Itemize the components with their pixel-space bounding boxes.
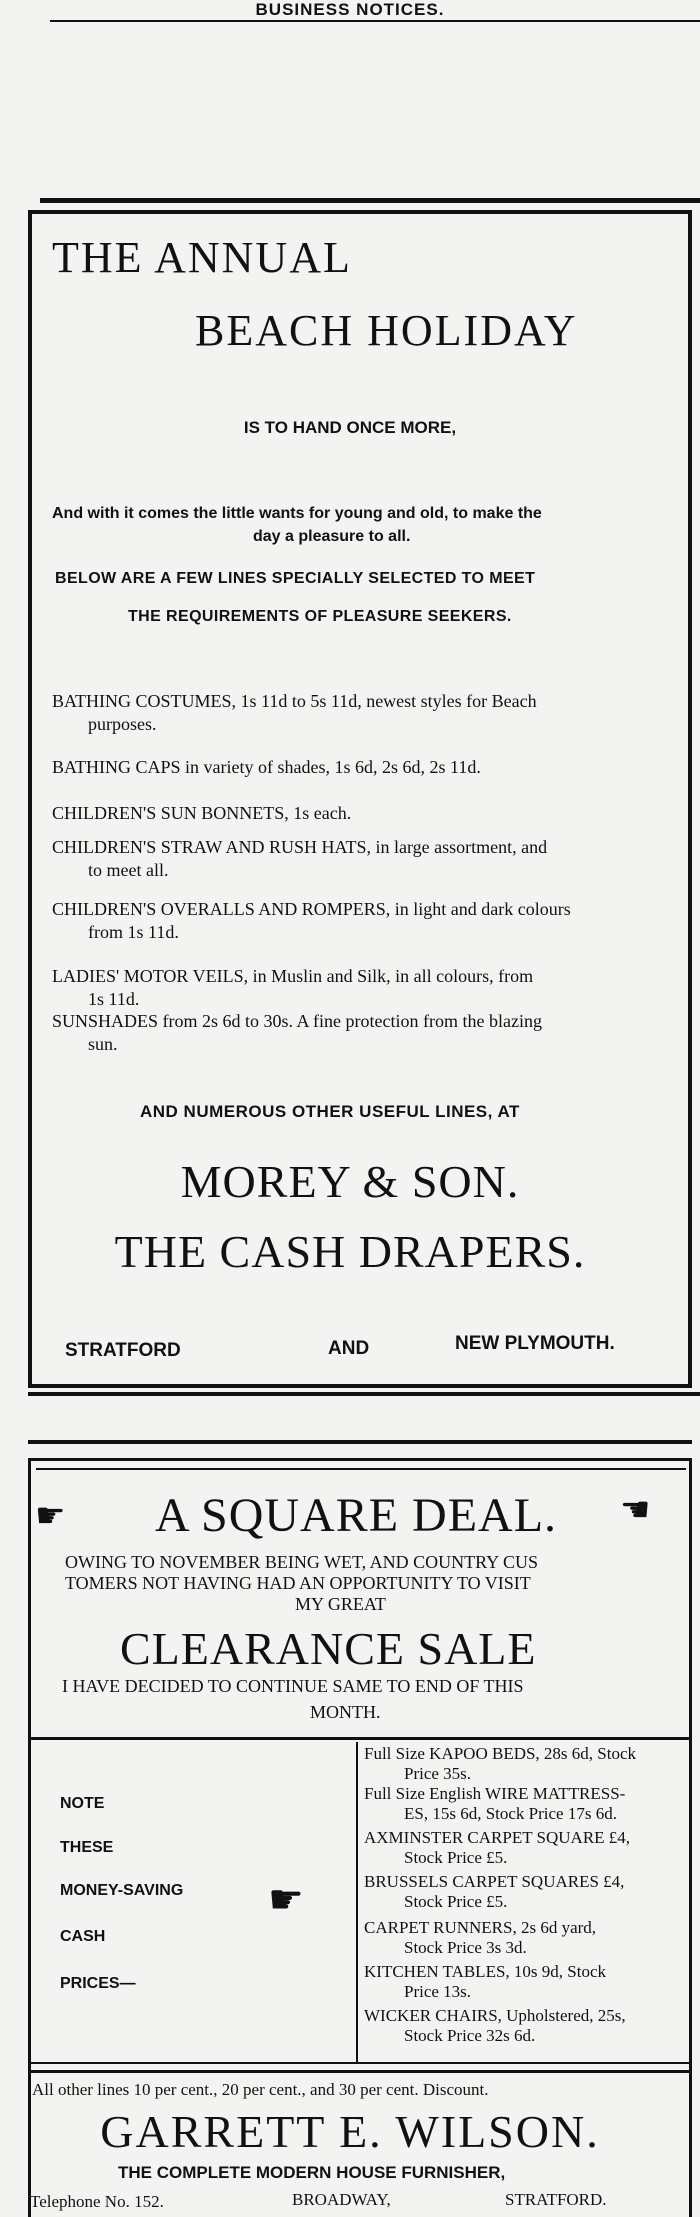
discount-note: All other lines 10 per cent., 20 per cent., and 30 per cent. Discount. (32, 2080, 489, 2099)
wilson-tagline: THE COMPLETE MODERN HOUSE FURNISHER, (118, 2163, 506, 2182)
ad1-item: BATHING CAPS in variety of shades, 1s 6d, 2s 6d, 2s 11d. (52, 757, 481, 777)
price-item: AXMINSTER CARPET SQUARE £4, Stock Price £5. (364, 1828, 631, 1867)
price-item: CARPET RUNNERS, 2s 6d yard, Stock Price 3s 3d. (364, 1918, 597, 1957)
ad1-bottom-rule (28, 1392, 700, 1396)
ad2-line1: OWING TO NOVEMBER BEING WET, AND COUNTRY CUS (65, 1552, 539, 1572)
ad1-intro-line1: And with it comes the little wants for young and old, to make the (52, 505, 542, 522)
ad1-below-line1: BELOW ARE A FEW LINES SPECIALLY SELECTED TO MEET (55, 570, 536, 587)
beach-holiday-ad (28, 210, 692, 1388)
ad2-line5: MONTH. (310, 1702, 381, 1722)
wilson-firm-name: GARRETT E. WILSON. (100, 2106, 600, 2157)
price-item: Full Size English WIRE MATTRESS- ES, 15s 6d, Stock Price 17s 6d. (364, 1784, 626, 1823)
ad1-location-new-plymouth: NEW PLYMOUTH. (455, 1333, 615, 1354)
telephone-number: Telephone No. 152. (30, 2192, 164, 2211)
ad1-item: CHILDREN'S OVERALLS AND ROMPERS, in light and dark colours from 1s 11d. (52, 899, 571, 942)
ad1-below-line2: THE REQUIREMENTS OF PLEASURE SEEKERS. (128, 608, 512, 625)
ad1-top-rule (40, 198, 700, 203)
ad1-location-and: AND (328, 1338, 370, 1359)
pointing-hand-right-icon: ☛ (35, 1498, 66, 1535)
note-word: THESE (60, 1839, 114, 1856)
section-header: BUSINESS NOTICES. (255, 0, 445, 19)
ad1-location-stratford: STRATFORD (65, 1340, 181, 1361)
ad2-line3: MY GREAT (295, 1594, 386, 1614)
price-item: BRUSSELS CARPET SQUARES £4, Stock Price £5. (364, 1872, 625, 1911)
ad1-item: LADIES' MOTOR VEILS, in Muslin and Silk, in all colours, from 1s 11d. (52, 966, 534, 1009)
note-word: CASH (60, 1928, 106, 1945)
pointing-hand-left-icon: ☛ (620, 1492, 651, 1529)
note-word: NOTE (60, 1795, 105, 1812)
ad1-item: BATHING COSTUMES, 1s 11d to 5s 11d, newest styles for Beach purposes. (52, 691, 537, 734)
ad2-top-rule (28, 1440, 692, 1444)
town-name: STRATFORD. (505, 2190, 607, 2209)
ad1-intro-line2: day a pleasure to all. (253, 528, 411, 545)
price-item: Full Size KAPOO BEDS, 28s 6d, Stock Price 35s. (364, 1744, 637, 1783)
note-word: MONEY-SAVING (60, 1882, 184, 1899)
clearance-sale-heading: CLEARANCE SALE (120, 1623, 537, 1674)
square-deal-inner-rule (36, 1468, 686, 1476)
ad1-title-line1: THE ANNUAL (52, 233, 352, 282)
ad1-item: CHILDREN'S STRAW AND RUSH HATS, in large assortment, and to meet all. (52, 837, 548, 880)
price-item: KITCHEN TABLES, 10s 9d, Stock Price 13s. (364, 1962, 606, 2001)
square-deal-title: A SQUARE DEAL. (155, 1489, 558, 1542)
ad1-item: SUNSHADES from 2s 6d to 30s. A fine protection from the blazing sun. (52, 1011, 542, 1054)
header-rule (50, 20, 700, 22)
note-word: PRICES— (60, 1975, 136, 1992)
ad1-title-line2: BEACH HOLIDAY (195, 306, 578, 355)
ad1-item: CHILDREN'S SUN BONNETS, 1s each. (52, 803, 352, 823)
price-list-bottom-rule (28, 2062, 692, 2064)
street-address: BROADWAY, (292, 2190, 391, 2209)
price-item: WICKER CHAIRS, Upholstered, 25s, Stock Price 32s 6d. (364, 2006, 626, 2045)
price-list-divider (356, 1742, 358, 2062)
ad1-subtitle: IS TO HAND ONCE MORE, (243, 418, 457, 437)
ad2-line2: TOMERS NOT HAVING HAD AN OPPORTUNITY TO VISIT (65, 1573, 531, 1593)
ad1-tagline: THE CASH DRAPERS. (114, 1226, 586, 1277)
ad2-line4: I HAVE DECIDED TO CONTINUE SAME TO END OF THIS (62, 1676, 524, 1696)
ad1-numerous: AND NUMEROUS OTHER USEFUL LINES, AT (140, 1102, 520, 1121)
pointing-hand-icon: ☛ (268, 1877, 304, 1922)
ad1-firm-name: MOREY & SON. (180, 1156, 520, 1207)
